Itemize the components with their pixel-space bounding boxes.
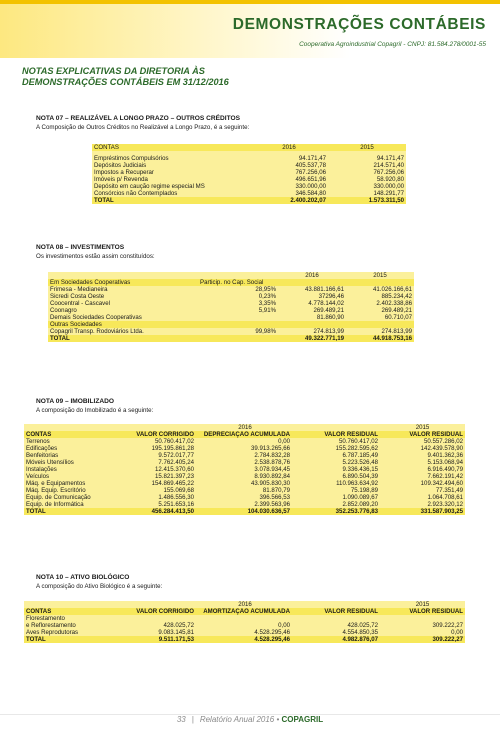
table-cell: Instalações [26, 466, 57, 473]
table-cell: Máq. Equip. Escritório [26, 487, 86, 494]
table-cell: Empréstimos Compulsórios [94, 155, 169, 162]
table-cell: 2.852.089,20 [342, 501, 379, 508]
year-label: 2015 [415, 601, 430, 608]
note-10-text: A composição do Ativo Biológico é a seguinte: [36, 583, 163, 590]
table-row [24, 466, 465, 473]
footer-separator: | [191, 715, 194, 724]
table-cell: 5,91% [258, 307, 276, 314]
table-cell: 5.251.653,16 [158, 501, 194, 508]
table-cell: 77.351,49 [435, 487, 464, 494]
section-title [22, 66, 229, 88]
page-number: 33 [176, 715, 186, 724]
table-cell: 9.336.436,15 [342, 466, 379, 473]
table-cell: 274.813,99 [313, 328, 344, 335]
table-cell [198, 314, 278, 321]
table-cell: 2.538.878,76 [254, 459, 290, 466]
column-header: VALOR RESIDUAL [324, 431, 379, 438]
table-cell: 6.916.490,79 [427, 466, 464, 473]
year-label: 2015 [373, 272, 387, 279]
table-cell: 148.291,77 [373, 190, 404, 197]
table-header-row [92, 144, 406, 151]
table-cell: 1.573.311,50 [368, 197, 404, 204]
column-header: CONTAS [26, 431, 52, 438]
table-row [24, 480, 465, 487]
table-total-row [48, 335, 414, 342]
section-title-line-2: DEMONSTRAÇÕES CONTÁBEIS EM 31/12/2016 [22, 77, 229, 87]
table-cell: 269.489,21 [313, 307, 344, 314]
year-label: 2016 [238, 601, 252, 608]
table-cell: 214.571,40 [373, 162, 404, 169]
table-cell: Coocentral - Cascavel [50, 300, 110, 307]
table-cell: Coonagro [50, 307, 77, 314]
table-cell: 41.026.166,61 [373, 286, 412, 293]
note-08-table [48, 272, 414, 342]
table-cell: 885.234,42 [381, 293, 412, 300]
table-cell: 405.537,78 [295, 162, 326, 169]
table-cell: 9.572.017,77 [158, 452, 194, 459]
table-cell: Máq. e Equipamentos [26, 480, 86, 487]
table-cell: 4.528.295,46 [254, 629, 290, 636]
table-cell: Terrenos [26, 438, 50, 445]
table-cell: 110.963.634,92 [336, 480, 379, 487]
table-row [24, 487, 465, 494]
table-cell: Edificações [26, 445, 58, 452]
table-row [48, 328, 414, 335]
table-cell: 331.587.903,25 [420, 508, 464, 515]
page-footer [0, 715, 500, 724]
table-cell: Equip. de Comunicação [26, 494, 91, 501]
table-cell: 12.415.370,60 [155, 466, 194, 473]
table-cell: 269.489,21 [381, 307, 412, 314]
table-cell: 81.870,79 [262, 487, 290, 494]
table-cell: 142.439.578,90 [420, 445, 464, 452]
table-cell: 309.222,27 [432, 636, 464, 643]
table-cell: 99,98% [255, 328, 276, 335]
table-row [48, 293, 414, 300]
table-cell: Frimesa - Medianeira [50, 286, 108, 293]
table-cell: 428.025,72 [163, 622, 194, 629]
table-cell: Impostos a Recuperar [94, 169, 154, 176]
table-cell: 37296,46 [318, 293, 344, 300]
table-row [92, 155, 406, 162]
note-07-title: NOTA 07 – REALIZÁVEL A LONGO PRAZO – OUTROS CRÉDITOS [36, 115, 241, 122]
table-row [24, 459, 465, 466]
table-row [92, 162, 406, 169]
note-08-title: NOTA 08 – INVESTIMENTOS [36, 244, 125, 251]
table-cell: 39.913.265,66 [251, 445, 290, 452]
table-cell: 5.153.068,94 [427, 459, 464, 466]
document-title: DEMONSTRAÇÕES CONTÁBEIS [232, 16, 486, 33]
table-cell: e Reflorestamento [26, 622, 76, 629]
table-cell: 767.256,06 [295, 169, 326, 176]
column-header: AMORTIZAÇÃO ACUMULADA [203, 608, 290, 615]
table-year-row [48, 272, 414, 279]
table-cell: 2.923.320,12 [427, 501, 464, 508]
table-row [24, 494, 465, 501]
table-cell: 50.557.286,02 [424, 438, 464, 445]
table-cell: 50.760.417,02 [155, 438, 194, 445]
table-cell: 4.528.295,46 [254, 636, 290, 643]
table-cell: TOTAL [50, 335, 70, 342]
table-cell: Depósitos Judiciais [94, 162, 147, 169]
year-label: 2016 [305, 272, 319, 279]
table-cell: 496.651,96 [295, 176, 326, 183]
table-cell: 396.566,53 [259, 494, 290, 501]
table-cell: 456.284.413,50 [151, 508, 194, 515]
table-row [92, 176, 406, 183]
table-cell: 428.025,72 [347, 622, 379, 629]
table-cell: 58.920,80 [376, 176, 404, 183]
table-cell: 9.401.362,36 [427, 452, 464, 459]
document-subtitle: Cooperativa Agroindustrial Copagril - CNPJ: 81.584.278/0001-55 [299, 41, 486, 48]
table-row [24, 622, 465, 629]
table-cell: 2.399.563,96 [254, 501, 290, 508]
table-cell: 9.083.145,81 [158, 629, 194, 636]
table-cell: 15.821.397,23 [155, 473, 194, 480]
note-10-title: NOTA 10 – ATIVO BIOLÓGICO [36, 574, 130, 581]
note-10-header [36, 573, 486, 591]
note-09-header [36, 397, 486, 415]
table-cell: 2.784.832,28 [254, 452, 290, 459]
table-cell: 6.890.504,39 [342, 473, 379, 480]
footer-bullet: • [276, 715, 280, 724]
note-10-table [24, 601, 465, 643]
table-cell: 109.342.494,60 [420, 480, 464, 487]
table-year-row [24, 601, 465, 608]
table-cell: Outras Sociedades [50, 321, 102, 328]
table-cell: 274.813,99 [381, 328, 412, 335]
table-cell: Imóveis p/ Revenda [94, 176, 148, 183]
note-09-text: A composição do Imobilizado é a seguinte: [36, 407, 154, 414]
column-header: Particip. no Cap. Social [200, 279, 264, 286]
column-header: DEPRECIAÇÃO ACUMULADA [203, 431, 290, 438]
table-cell: Veículos [26, 473, 50, 480]
column-header: VALOR RESIDUAL [409, 608, 464, 615]
table-cell: 1.064.708,61 [427, 494, 464, 501]
table-cell: 44.918.753,16 [373, 335, 412, 342]
header-stripe [0, 0, 500, 4]
table-total-row [92, 197, 406, 204]
table-cell: 155.069,68 [163, 487, 194, 494]
table-subheader-row [48, 321, 414, 328]
table-cell: 4.982.876,07 [342, 636, 379, 643]
year-label: 2015 [415, 424, 430, 431]
column-header: CONTAS [94, 144, 119, 151]
table-cell: 28,95% [255, 286, 276, 293]
table-header-row [24, 431, 465, 438]
table-row [92, 190, 406, 197]
table-row [48, 300, 414, 307]
table-row [24, 629, 465, 636]
table-cell: 94.171,47 [376, 155, 404, 162]
table-cell: 0,00 [278, 622, 290, 629]
table-cell: 75.198,89 [350, 487, 379, 494]
column-header: Em Sociedades Cooperativas [50, 279, 131, 286]
column-header: VALOR RESIDUAL [324, 608, 379, 615]
table-cell: Benfeitorias [26, 452, 59, 459]
table-row [24, 452, 465, 459]
note-08-header [36, 243, 486, 261]
table-cell: 3.078.934,45 [254, 466, 290, 473]
table-cell: 767.256,06 [373, 169, 404, 176]
report-name: Relatório Anual 2016 [199, 715, 275, 724]
column-header: VALOR CORRIGIDO [136, 608, 194, 615]
table-cell: 2.400.202,07 [290, 197, 326, 204]
table-cell: 0,23% [258, 293, 276, 300]
table-cell: 5.223.526,48 [342, 459, 379, 466]
table-row [48, 307, 414, 314]
table-total-row [24, 636, 465, 643]
table-cell: 2.402.338,86 [376, 300, 412, 307]
table-row [24, 501, 465, 508]
table-row [92, 169, 406, 176]
table-cell: 60.710,07 [384, 314, 412, 321]
table-cell: 4.778.144,02 [308, 300, 344, 307]
table-total-row [24, 508, 465, 515]
table-cell: 7.662.191,42 [427, 473, 464, 480]
note-09-table [24, 424, 465, 515]
table-cell: TOTAL [26, 636, 46, 643]
column-header: VALOR RESIDUAL [409, 431, 464, 438]
column-header: 2015 [360, 144, 374, 151]
table-cell: 346.584,80 [295, 190, 326, 197]
table-cell: TOTAL [26, 508, 46, 515]
table-cell: 43.881.166,61 [305, 286, 344, 293]
table-cell: Demais Sociedades Cooperativas [50, 314, 142, 321]
table-cell: Móveis Utensílios [26, 459, 74, 466]
year-label: 2016 [238, 424, 252, 431]
table-cell: 94.171,47 [298, 155, 326, 162]
note-07-header [36, 114, 486, 132]
table-cell: 1.090.089,67 [342, 494, 379, 501]
column-header: 2016 [282, 144, 296, 151]
table-cell: Depósito em caução regime especial MS [94, 183, 205, 190]
table-cell: 6.787.185,49 [342, 452, 379, 459]
table-cell: 9.511.171,53 [158, 636, 194, 643]
table-row [92, 183, 406, 190]
table-row [24, 473, 465, 480]
table-row [24, 445, 465, 452]
table-cell: 309.222,27 [432, 622, 464, 629]
table-row [24, 438, 465, 445]
note-07-text: A Composição de Outros Créditos no Realizável a Longo Prazo, é a seguinte: [36, 124, 250, 131]
table-year-row [24, 424, 465, 431]
section-title-line-1: NOTAS EXPLICATIVAS DA DIRETORIA ÀS [22, 66, 205, 76]
table-cell: Copagril Transp. Rodoviários Ltda. [50, 328, 144, 335]
table-cell: 81.860,90 [316, 314, 344, 321]
table-cell: 7.762.405,24 [158, 459, 194, 466]
table-cell: 330.000,00 [373, 183, 404, 190]
table-cell: 4.554.850,35 [342, 629, 379, 636]
column-header: CONTAS [26, 608, 52, 615]
table-row [48, 286, 414, 293]
table-cell: TOTAL [94, 197, 114, 204]
table-cell: 43.905.830,30 [251, 480, 290, 487]
note-08-text: Os investimentos estão assim constituídos: [36, 253, 155, 260]
table-header-row [24, 608, 465, 615]
table-cell: 49.322.771,19 [305, 335, 344, 342]
table-cell: Aves Reprodutoras [26, 629, 79, 636]
table-row [48, 314, 414, 321]
table-cell: 50.760.417,02 [339, 438, 379, 445]
table-cell: Consórcios não Contemplados [94, 190, 178, 197]
table-cell: Equip. de Informática [26, 501, 84, 508]
table-cell: 1.486.556,30 [158, 494, 194, 501]
table-cell: 154.869.465,22 [151, 480, 194, 487]
table-cell: 195.195.861,28 [151, 445, 194, 452]
note-09-title: NOTA 09 – IMOBILIZADO [36, 398, 115, 405]
table-cell: 104.030.636,57 [247, 508, 290, 515]
table-cell: 0,00 [451, 629, 464, 636]
table-cell: 3,35% [258, 300, 276, 307]
table-cell: Florestamento [26, 615, 65, 622]
table-cell: 8.930.892,84 [254, 473, 290, 480]
table-cell: 155.282.595,62 [335, 445, 379, 452]
table-header-row [48, 279, 414, 286]
table-cell: 0,00 [278, 438, 290, 445]
table-cell: 330.000,00 [295, 183, 326, 190]
table-row [24, 615, 465, 622]
footer-brand: COPAGRIL [281, 715, 324, 724]
column-header: VALOR CORRIGIDO [136, 431, 194, 438]
note-07-table [92, 144, 406, 204]
table-cell: Sicredi Costa Oeste [50, 293, 105, 300]
table-cell: 352.253.776,83 [335, 508, 379, 515]
